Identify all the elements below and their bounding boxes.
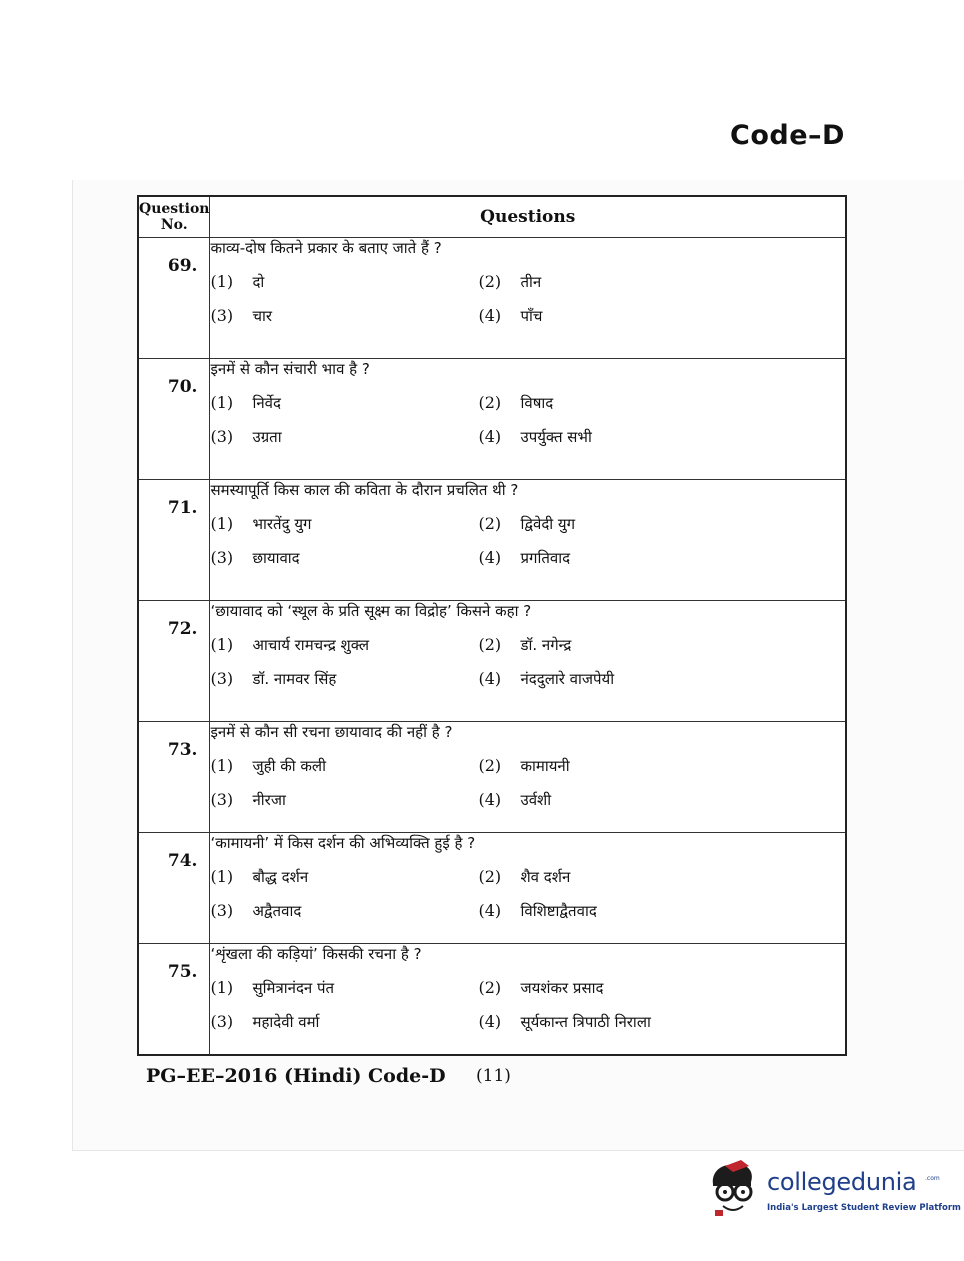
question-number: 69.: [167, 256, 198, 276]
option: [210, 901, 478, 921]
option-text: विशिष्टाद्वैतवाद: [520, 902, 597, 920]
question-number: 75.: [167, 962, 198, 982]
option: [210, 669, 478, 689]
option-number: (1): [210, 514, 234, 533]
option-number: (3): [210, 790, 234, 809]
option-number: (1): [210, 393, 234, 412]
option-text: डॉ. नगेन्द्र: [520, 636, 572, 654]
option-number: (4): [478, 306, 502, 325]
option-text: शैव दर्शन: [520, 868, 571, 886]
option-text: निर्वेद: [252, 394, 281, 412]
option: [210, 272, 478, 292]
option-number: (2): [478, 756, 502, 775]
question-number: 74.: [167, 851, 198, 871]
option: [210, 790, 478, 810]
option: [478, 306, 738, 326]
student-mascot-icon: [705, 1160, 761, 1218]
question-body-cell: [210, 238, 846, 359]
option: [478, 427, 738, 447]
question-number-cell: [138, 722, 210, 833]
option-number: (1): [210, 635, 234, 654]
option-text: भारतेंदु युग: [252, 515, 312, 533]
option-text: डॉ. नामवर सिंह: [252, 670, 337, 688]
question-row: [138, 480, 846, 601]
options-grid: [210, 514, 845, 568]
option: [478, 272, 738, 292]
question-body-cell: [210, 833, 846, 944]
question-text: समस्यापूर्ति किस काल की कविता के दौरान प्रचलित थी ?: [210, 481, 519, 499]
question-number-cell: [138, 238, 210, 359]
option-number: (2): [478, 978, 502, 997]
brand-domain-suffix: .com: [925, 1175, 940, 1182]
question-text: ‘कामायनी’ में किस दर्शन की अभिव्यक्ति हुई है ?: [210, 834, 476, 852]
option-text: जयशंकर प्रसाद: [520, 979, 604, 997]
option: [478, 1012, 738, 1032]
option: [210, 427, 478, 447]
question-number-cell: [138, 359, 210, 480]
option: [478, 635, 738, 655]
option-text: महादेवी वर्मा: [252, 1013, 320, 1031]
question-row: [138, 601, 846, 722]
option-text: उर्वशी: [520, 791, 552, 809]
question-number: 73.: [167, 740, 198, 760]
option-number: (1): [210, 867, 234, 886]
option: [478, 978, 738, 998]
question-text: इनमें से कौन सी रचना छायावाद की नहीं है ?: [210, 723, 453, 741]
option-text: विषाद: [520, 394, 554, 412]
options-grid: [210, 867, 845, 921]
options-grid: [210, 756, 845, 810]
brand-name: collegedunia: [767, 1168, 917, 1196]
question-row: [138, 833, 846, 944]
option-number: (2): [478, 393, 502, 412]
option: [210, 635, 478, 655]
option-text: छायावाद: [252, 549, 300, 567]
option-number: (2): [478, 867, 502, 886]
option: [210, 393, 478, 413]
question-text: काव्य-दोष कितने प्रकार के बताए जाते हैं ?: [210, 239, 442, 257]
question-body-cell: [210, 944, 846, 1056]
option-text: प्रगतिवाद: [520, 549, 571, 567]
option-number: (4): [478, 790, 502, 809]
option: [210, 1012, 478, 1032]
option-text: दो: [252, 273, 265, 291]
option-number: (3): [210, 306, 234, 325]
question-body-cell: [210, 601, 846, 722]
option-text: तीन: [520, 273, 542, 291]
question-row: [138, 722, 846, 833]
option-text: जुही की कली: [252, 757, 326, 775]
option: [210, 756, 478, 776]
option-number: (2): [478, 272, 502, 291]
option-number: (4): [478, 548, 502, 567]
question-row: [138, 944, 846, 1056]
option-number: (1): [210, 756, 234, 775]
option-number: (3): [210, 901, 234, 920]
option: [478, 756, 738, 776]
option: [210, 306, 478, 326]
option: [210, 514, 478, 534]
option: [478, 393, 738, 413]
paper-code-header: Code–D: [730, 120, 845, 151]
question-number-cell: [138, 480, 210, 601]
page-number: (11): [476, 1066, 511, 1086]
option: [478, 901, 738, 921]
option-number: (3): [210, 669, 234, 688]
option-text: नंददुलारे वाजपेयी: [520, 670, 615, 688]
option-number: (3): [210, 427, 234, 446]
question-table: [137, 195, 847, 1056]
option-number: (2): [478, 635, 502, 654]
brand-tagline: India's Largest Student Review Platform: [767, 1203, 961, 1213]
option: [478, 669, 738, 689]
option: [210, 867, 478, 887]
option-number: (4): [478, 427, 502, 446]
option-text: आचार्य रामचन्द्र शुक्ल: [252, 636, 370, 654]
option-number: (1): [210, 978, 234, 997]
option: [210, 978, 478, 998]
question-body-cell: [210, 359, 846, 480]
option-text: चार: [252, 307, 273, 325]
question-text: ‘छायावाद को ‘स्थूल के प्रति सूक्ष्म का विद्रोह’ किसने कहा ?: [210, 602, 532, 620]
option-text: कामायनी: [520, 757, 570, 775]
question-row: [138, 359, 846, 480]
options-grid: [210, 635, 845, 689]
option-text: बौद्ध दर्शन: [252, 868, 309, 886]
option: [478, 867, 738, 887]
option-text: अद्वैतवाद: [252, 902, 302, 920]
collegedunia-logo: [705, 1158, 961, 1218]
question-number: 70.: [167, 377, 198, 397]
column-header-question-no: Question No.: [138, 196, 210, 238]
option-number: (1): [210, 272, 234, 291]
option-number: (4): [478, 1012, 502, 1031]
option-text: सुमित्रानंदन पंत: [252, 979, 335, 997]
question-body-cell: [210, 480, 846, 601]
options-grid: [210, 978, 845, 1032]
question-text: ‘शृंखला की कड़ियां’ किसकी रचना है ?: [210, 945, 422, 963]
options-grid: [210, 272, 845, 326]
option-text: पाँच: [520, 307, 543, 325]
question-number-cell: [138, 944, 210, 1056]
question-number-cell: [138, 601, 210, 722]
option-number: (2): [478, 514, 502, 533]
column-header-questions: Questions: [210, 196, 846, 238]
option: [210, 548, 478, 568]
options-grid: [210, 393, 845, 447]
option-text: उपर्युक्त सभी: [520, 428, 592, 446]
option: [478, 790, 738, 810]
footer-paper-code: PG–EE–2016 (Hindi) Code-D: [146, 1065, 446, 1087]
option-number: (4): [478, 901, 502, 920]
option-number: (4): [478, 669, 502, 688]
option-text: सूर्यकान्त त्रिपाठी निराला: [520, 1013, 651, 1031]
table-header-row: [138, 196, 846, 238]
option-text: द्विवेदी युग: [520, 515, 576, 533]
option-number: (3): [210, 548, 234, 567]
question-number-cell: [138, 833, 210, 944]
question-row: [138, 238, 846, 359]
option-text: उग्रता: [252, 428, 282, 446]
option: [478, 514, 738, 534]
option-text: नीरजा: [252, 791, 286, 809]
option-number: (3): [210, 1012, 234, 1031]
question-number: 71.: [167, 498, 198, 518]
question-number: 72.: [167, 619, 198, 639]
option: [478, 548, 738, 568]
question-body-cell: [210, 722, 846, 833]
question-text: इनमें से कौन संचारी भाव है ?: [210, 360, 370, 378]
